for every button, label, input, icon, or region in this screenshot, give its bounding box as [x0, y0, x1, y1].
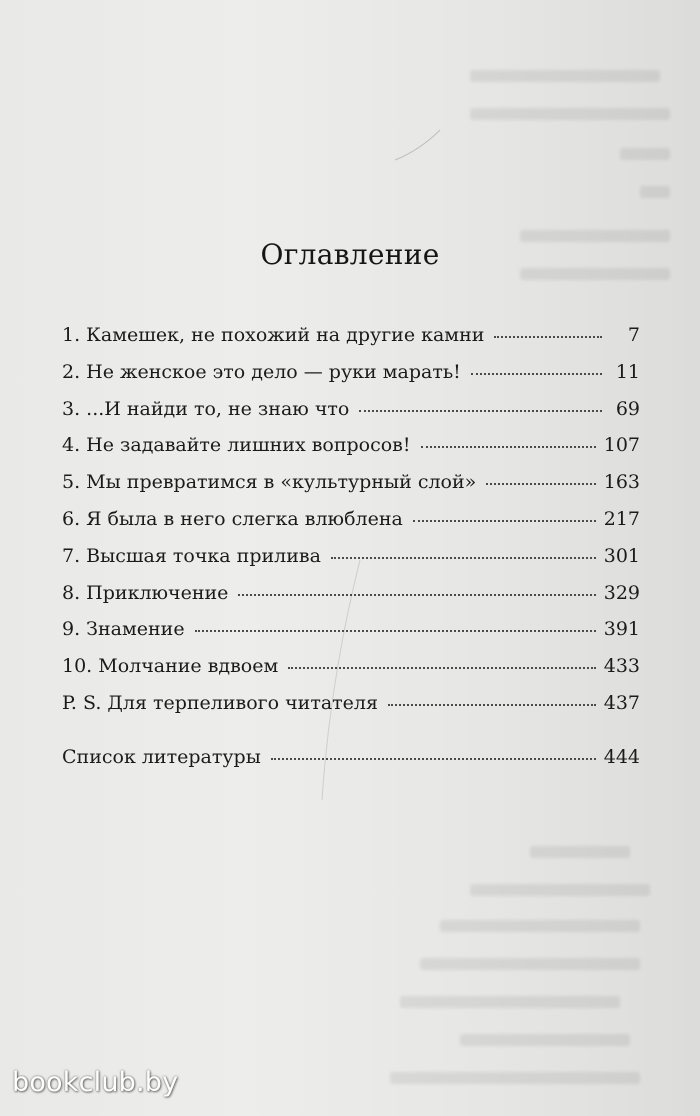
- toc-entry-title: 3. ...И найди то, не знаю что: [62, 397, 350, 420]
- toc-entry-page: 69: [615, 397, 640, 420]
- toc-entry: [62, 657, 640, 694]
- toc-entry: [62, 436, 640, 473]
- toc-entry-title: 4. Не задавайте лишних вопросов!: [62, 434, 411, 457]
- toc-entry: [62, 397, 640, 437]
- toc-entry: [62, 507, 640, 547]
- page-title: Оглавление: [260, 238, 440, 271]
- toc-entry: [62, 326, 640, 363]
- toc-entry: [62, 691, 640, 731]
- toc-dot-leader: [486, 483, 595, 485]
- toc-entry-page: 301: [603, 544, 640, 567]
- toc-entry-title: 2. Не женское это дело — руки марать!: [62, 360, 461, 383]
- toc-entry-page: 7: [627, 324, 640, 346]
- toc-entry: [62, 544, 640, 584]
- toc-entry-title: 8. Приключение: [62, 581, 229, 604]
- toc-dot-leader: [471, 373, 602, 375]
- toc-entry-page: 107: [603, 434, 640, 457]
- toc-dot-leader: [288, 667, 595, 669]
- toc-dot-leader: [421, 446, 596, 448]
- toc-dot-leader: [359, 410, 602, 412]
- toc-entry-title: 10. Молчание вдвоем: [62, 655, 279, 678]
- toc-entry: [62, 620, 640, 657]
- toc-entry: [62, 360, 640, 400]
- toc-entry-page: 163: [603, 471, 640, 494]
- toc-entry-title: 6. Я была в него слегка влюблена: [62, 507, 403, 530]
- toc-dot-leader: [195, 630, 596, 632]
- toc-dot-leader: [494, 336, 602, 338]
- toc-entry-title: P. S. Для терпеливого читателя: [62, 691, 378, 714]
- toc-entry-title: 5. Мы превратимся в «культурный слой»: [62, 471, 477, 494]
- toc-entry-page: 391: [603, 618, 640, 641]
- toc-dot-leader: [271, 758, 596, 760]
- toc-dot-leader: [413, 520, 596, 522]
- toc-entry-page: 11: [615, 360, 640, 383]
- toc-entry-title: 1. Камешек, не похожий на другие камни: [62, 324, 485, 346]
- toc-dot-leader: [238, 594, 595, 596]
- toc-entry-page: 217: [603, 507, 640, 530]
- toc-entry-page: 437: [603, 691, 640, 714]
- toc-dot-leader: [388, 704, 596, 706]
- toc-entry: [62, 581, 640, 621]
- site-watermark: bookclub.by: [12, 1067, 179, 1098]
- toc-entry-title: 7. Высшая точка прилива: [62, 544, 321, 567]
- toc-entry-bibliography: [62, 748, 640, 785]
- toc-entry-page: 433: [603, 655, 640, 678]
- toc-entry-title: Список литературы: [62, 746, 261, 768]
- toc-entry-page: 444: [603, 746, 640, 768]
- toc-entry: [62, 473, 640, 510]
- table-of-contents: [62, 326, 640, 731]
- toc-dot-leader: [331, 557, 596, 559]
- toc-entry-title: 9. Знамение: [62, 618, 185, 641]
- toc-entry-page: 329: [603, 581, 640, 604]
